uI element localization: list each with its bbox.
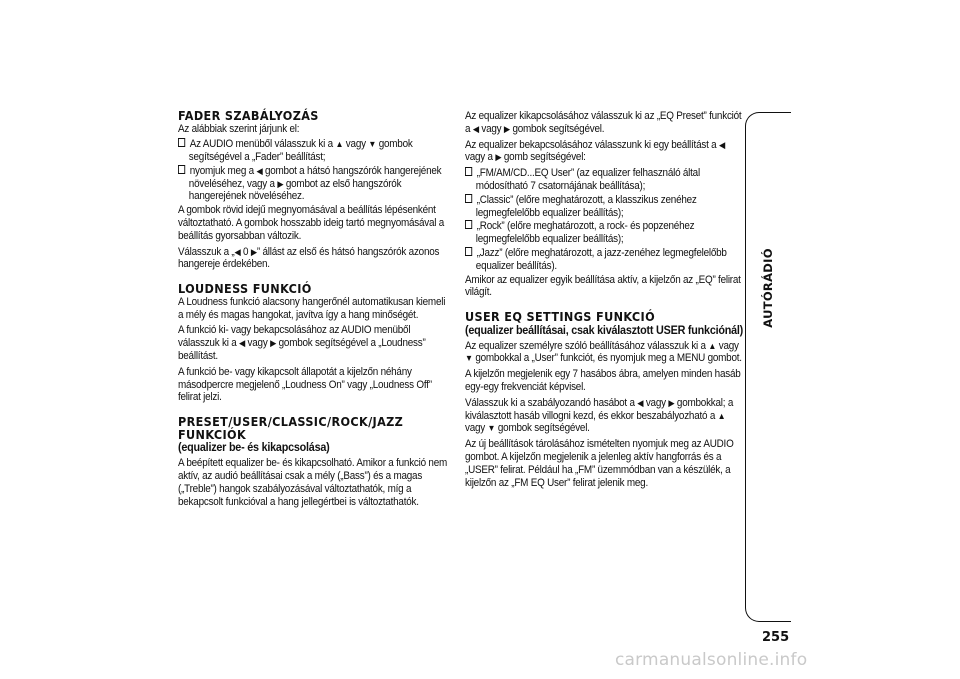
left-arrow-icon: ◀ [256, 165, 263, 176]
eq-paragraph: Az equalizer kikapcsolásához válasszuk ki az „EQ Preset” funkciót a ◀ vagy ▶ gombok segítségével. [465, 110, 742, 135]
up-arrow-icon: ▲ [335, 139, 344, 150]
user-eq-subheading: (equalizer beállításai, csak kiválasztott USER funkciónál) [465, 322, 744, 337]
checkbox-icon [178, 138, 185, 147]
checkbox-icon [178, 165, 185, 174]
right-column [465, 110, 746, 492]
preset-paragraph: A beépített equalizer be- és kikapcsolható. Amikor a funkció nem aktív, az audió beállításai csak a mély („Bass”) és a magas („Treble”) hangok szabályozásával változtathatók, míg a bekapcsolt funkcióval a hang jellegértbei is változtathatók. [178, 457, 448, 508]
fader-paragraph: Válasszuk a „◀ 0 ▶” állást az első és hátsó hangszórók azonos hangereje érdekében. [178, 245, 440, 271]
right-arrow-icon: ▶ [250, 246, 257, 257]
eq-list-item: „Classic” (előre meghatározott, a klasszikus zenéhez legmegfelelőbb equalizer beállítás); [465, 194, 746, 220]
user-eq-paragraph: Válasszuk ki a szabályozandó hasábot a ◀ vagy ▶ gombokkal; a kiválasztott hasáb villogni kezd, és ekkor beszabályozható a ▲ vagy ▼ gombok segítségével. [465, 396, 734, 435]
page-number: 255 [762, 630, 790, 645]
down-arrow-icon: ▼ [465, 353, 473, 364]
watermark: carmanualsonline.info [615, 650, 808, 670]
right-arrow-icon: ▶ [270, 338, 277, 349]
fader-heading: FADER SZABÁLYOZÁS [178, 108, 319, 123]
checkbox-icon [465, 167, 472, 176]
right-arrow-icon: ▶ [503, 123, 510, 134]
loudness-heading: LOUDNESS FUNKCIÓ [178, 281, 312, 297]
loudness-paragraph: A Loudness funkció alacsony hangerőnél automatikusan kiemeli a mély és magas hangokat, javítva így a hang minőségét. [178, 295, 446, 321]
checkbox-icon [465, 247, 472, 256]
down-arrow-icon: ▼ [487, 423, 496, 434]
left-arrow-icon: ◀ [472, 123, 479, 134]
eq-list-item: „Rock” (előre meghatározott, a rock- és popzenéhez legmegfelelőbb equalizer beállítás); [465, 220, 746, 246]
checkbox-icon [465, 220, 472, 229]
left-arrow-icon: ◀ [637, 397, 644, 408]
fader-list-item: Az AUDIO menüből válasszuk ki a ▲ vagy ▼ gombok segítségével a „Fader” beállítást; [178, 138, 453, 164]
fader-intro: Az alábbiak szerint járjunk el: [178, 122, 300, 135]
preset-heading: PRESET/USER/CLASSIC/ROCK/JAZZ FUNKCIÓK [178, 414, 404, 442]
down-arrow-icon: ▼ [368, 139, 377, 150]
user-eq-paragraph: Az új beállítások tárolásához ismételten nyomjuk meg az AUDIO gombot. A kijelzőn megjelenik a jelenleg aktív hangforrás és a „USER” felirat. Például ha „FM” üzemmódban van a készülék, a kijelzőn az „FM EQ User” felirat jelenik meg. [465, 438, 734, 489]
eq-list-item: „Jazz” (előre meghatározott, a jazz-zenéhez legmegfelelőbb equalizer beállítás). [465, 247, 746, 273]
loudness-paragraph: A funkció be- vagy kikapcsolt állapotát a kijelzőn néhány másodpercre megjelenő „Loudness On” vagy „Loudness Off” felirat jelzi. [178, 365, 432, 404]
left-column [178, 110, 453, 511]
fader-list-item: nyomjuk meg a ◀ gombot a hátsó hangszórók hangerejének növeléséhez, vagy a ▶ gombot az első hangszórók hangerejének növeléséhez. [178, 165, 453, 203]
preset-subheading: (equalizer be- és kikapcsolása) [178, 440, 330, 455]
up-arrow-icon: ▲ [708, 340, 717, 351]
user-eq-paragraph: Az equalizer személyre szóló beállításához válasszuk ki a ▲ vagy ▼ gombokkal a „User” funkciót, és nyomjuk meg a MENU gombot. [465, 339, 742, 365]
right-arrow-icon: ▶ [668, 397, 675, 408]
chapter-tab [745, 112, 791, 622]
user-eq-paragraph: A kijelzőn megjelenik egy 7 hasábos ábra, amelyen minden hasáb egy-egy frekvenciát képvisel. [465, 368, 741, 394]
up-arrow-icon: ▲ [717, 410, 726, 421]
checkbox-icon [465, 194, 472, 203]
left-arrow-icon: ◀ [718, 139, 725, 150]
right-arrow-icon: ▶ [495, 152, 502, 163]
chapter-tab-label: AUTÓRÁDIÓ [761, 248, 775, 328]
eq-list-item: „FM/AM/CD...EQ User” (az equalizer felhasználó által módosítható 7 csatornájának beállítása); [465, 167, 746, 193]
left-arrow-icon: ◀ [234, 246, 241, 257]
loudness-paragraph: A funkció ki- vagy bekapcsolásához az AUDIO menüből válasszuk ki a ◀ vagy ▶ gombok segítségével a „Loudness” beállítást. [178, 324, 426, 362]
eq-paragraph: Az equalizer bekapcsolásához válasszunk ki egy beállítást a ◀ vagy a ▶ gomb segítségével: [465, 138, 725, 164]
left-arrow-icon: ◀ [239, 338, 246, 349]
right-arrow-icon: ▶ [277, 178, 284, 189]
eq-paragraph: Amikor az equalizer egyik beállítása aktív, a kijelzőn az „EQ” felirat világít. [465, 273, 741, 299]
user-eq-heading: USER EQ SETTINGS FUNKCIÓ [465, 309, 656, 325]
fader-paragraph: A gombok rövid idejű megnyomásával a beállítás lépésenként változtatható. A gombok hosszabb ideig tartó megnyomásával a beállítás gyorsabban változik. [178, 204, 445, 242]
